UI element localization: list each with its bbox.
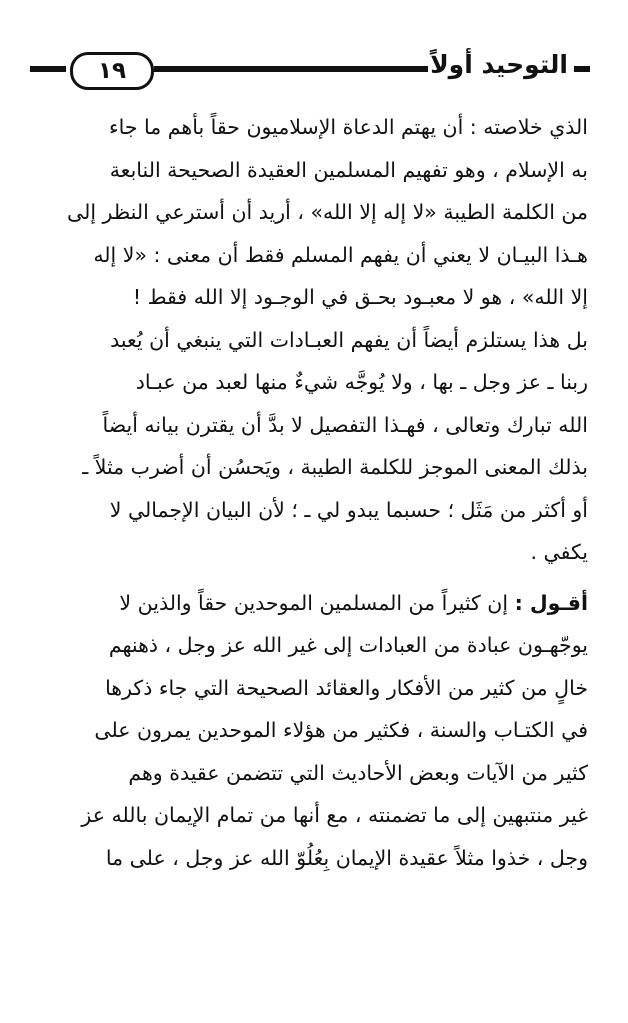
header-rule (154, 66, 428, 72)
page-header (30, 44, 590, 88)
text-line: ربنا ـ عز وجل ـ بها ، ولا يُوجَّه شيءٌ منها لعبد من عبـاد (135, 370, 588, 394)
text-line: غير منتبهين إلى ما تضمنته ، مع أنها من تمام الإيمان بالله عز (81, 803, 588, 827)
header-mark (574, 66, 590, 72)
text-line: إلا الله» ، هو لا معبـود بحـق في الوجـود إلا الله فقط ! (132, 285, 588, 309)
page-number: ١٩ (70, 52, 154, 90)
text-line: من الكلمة الطيبة «لا إله إلا الله» ، أريد أن أسترعي النظر إلى (66, 200, 588, 224)
text-line: وجل ، خذوا مثلاً عقيدة الإيمان بِعُلُوّ الله عز وجل ، على ما (105, 845, 588, 870)
text-line: يوجّهـون عبادة من العبادات إلى غير الله عز وجل ، ذهنهم (108, 633, 588, 657)
text-line: به الإسلام ، وهو تفهيم المسلمين العقيدة الصحيحة النابعة (109, 157, 588, 182)
paragraph-2 (40, 582, 588, 880)
text-line: بل هذا يستلزم أيضاً أن يفهم العبـادات التي ينبغي أن يُعبد (110, 327, 588, 352)
text-line: بذلك المعنى الموجز للكلمة الطيبة ، ويَحسُن أن أضرب مثلاً ـ (82, 455, 588, 479)
lead-word: أقـول : (514, 590, 588, 615)
text-line: الذي خلاصته : أن يهتم الدعاة الإسلاميون حقاً بأهم ما جاء (108, 115, 588, 139)
text-line: أو أكثر من مَثَل ؛ حسبما يبدو لي ـ ؛ لأن البيان الإجمالي لا (109, 497, 588, 522)
text-line: هـذا البيـان لا يعني أن يفهم المسلم فقط أن معنى : «لا إله (93, 242, 588, 267)
text-line: خالٍ من كثير من الأفكار والعقائد الصحيحة التي جاء ذكرها (105, 675, 588, 700)
header-rule-end (30, 66, 66, 72)
text-line-first (40, 582, 588, 625)
text-line: كثير من الآيات وبعض الأحاديث التي تتضمن عقيدة وهم (128, 760, 588, 785)
text-line-rest: إن كثيراً من المسلمين الموحدين حقاً والذين لا (119, 590, 515, 615)
text-line: الله تبارك وتعالى ، فهـذا التفصيل لا بدَّ أن يقترن بيانه أيضاً (102, 412, 588, 437)
paragraph-1 (40, 106, 588, 574)
text-line: يكفي . (530, 540, 588, 564)
text-line: في الكتـاب والسنة ، فكثير من هؤلاء الموحدين يمرون على (94, 718, 588, 742)
page-body (40, 106, 588, 879)
running-title: التوحيد أولاً (430, 50, 568, 79)
paragraph-spacer (40, 574, 588, 582)
